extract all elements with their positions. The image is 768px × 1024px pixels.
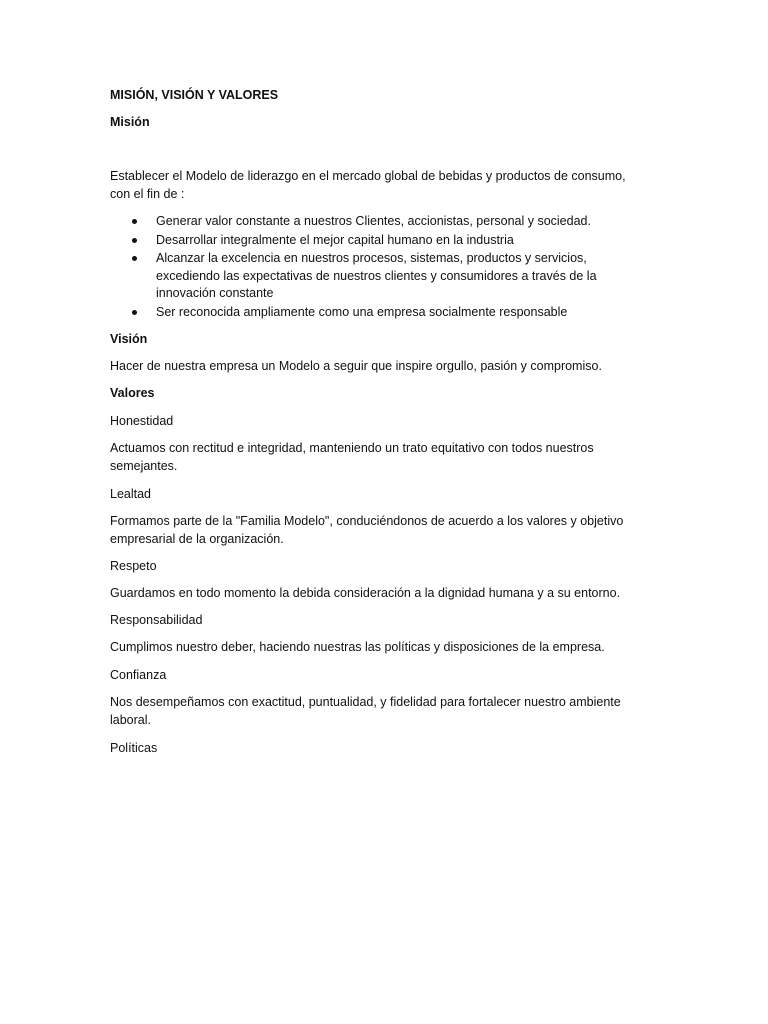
list-item-text: Ser reconocida ampliamente como una empresa socialmente responsable: [156, 304, 568, 319]
valor-text-confianza: Nos desempeñamos con exactitud, puntualidad, y fidelidad para fortalecer nuestro ambiente laboral.: [110, 695, 621, 727]
mision-intro: Establecer el Modelo de liderazgo en el mercado global de bebidas y productos de consumo, con el fin de :: [110, 169, 626, 201]
bullet-icon: [132, 310, 137, 315]
bullet-icon: [132, 219, 137, 224]
list-item: [110, 304, 630, 322]
valor-name-responsabilidad: Responsabilidad: [110, 613, 203, 627]
list-item: [110, 250, 630, 303]
valor-text-honestidad: Actuamos con rectitud e integridad, manteniendo un trato equitativo con todos nuestros semejantes.: [110, 441, 594, 473]
bullet-icon: [132, 238, 137, 243]
list-item: [110, 232, 630, 250]
list-item-text: Desarrollar integralmente el mejor capital humano en la industria: [156, 232, 514, 247]
bullet-icon: [132, 256, 137, 261]
valores-heading: Valores: [110, 386, 155, 400]
vision-heading: Visión: [110, 332, 148, 346]
valor-text-lealtad: Formamos parte de la "Familia Modelo", conduciéndonos de acuerdo a los valores y objetivo empresarial de la organización.: [110, 514, 624, 546]
valor-name-confianza: Confianza: [110, 668, 167, 682]
valor-name-honestidad: Honestidad: [110, 414, 174, 428]
valor-name-lealtad: Lealtad: [110, 487, 152, 501]
valor-text-responsabilidad: Cumplimos nuestro deber, haciendo nuestras las políticas y disposiciones de la empresa.: [110, 640, 605, 654]
politicas-heading: Políticas: [110, 741, 158, 755]
document-title: MISIÓN, VISIÓN Y VALORES: [110, 88, 279, 102]
valor-name-respeto: Respeto: [110, 559, 157, 573]
mision-heading: Misión: [110, 115, 150, 129]
mision-bullet-list: [110, 213, 630, 322]
list-item-text: Generar valor constante a nuestros Clientes, accionistas, personal y sociedad.: [156, 214, 591, 228]
list-item: [110, 213, 630, 231]
valor-text-respeto: Guardamos en todo momento la debida consideración a la dignidad humana y a su entorno.: [110, 586, 621, 600]
list-item-text: Alcanzar la excelencia en nuestros procesos, sistemas, productos y servicios, excediendo las expectativas de nuestros clientes y consumidores a través de la innovación constante: [156, 251, 597, 300]
vision-text: Hacer de nuestra empresa un Modelo a seguir que inspire orgullo, pasión y compromiso.: [110, 359, 602, 373]
